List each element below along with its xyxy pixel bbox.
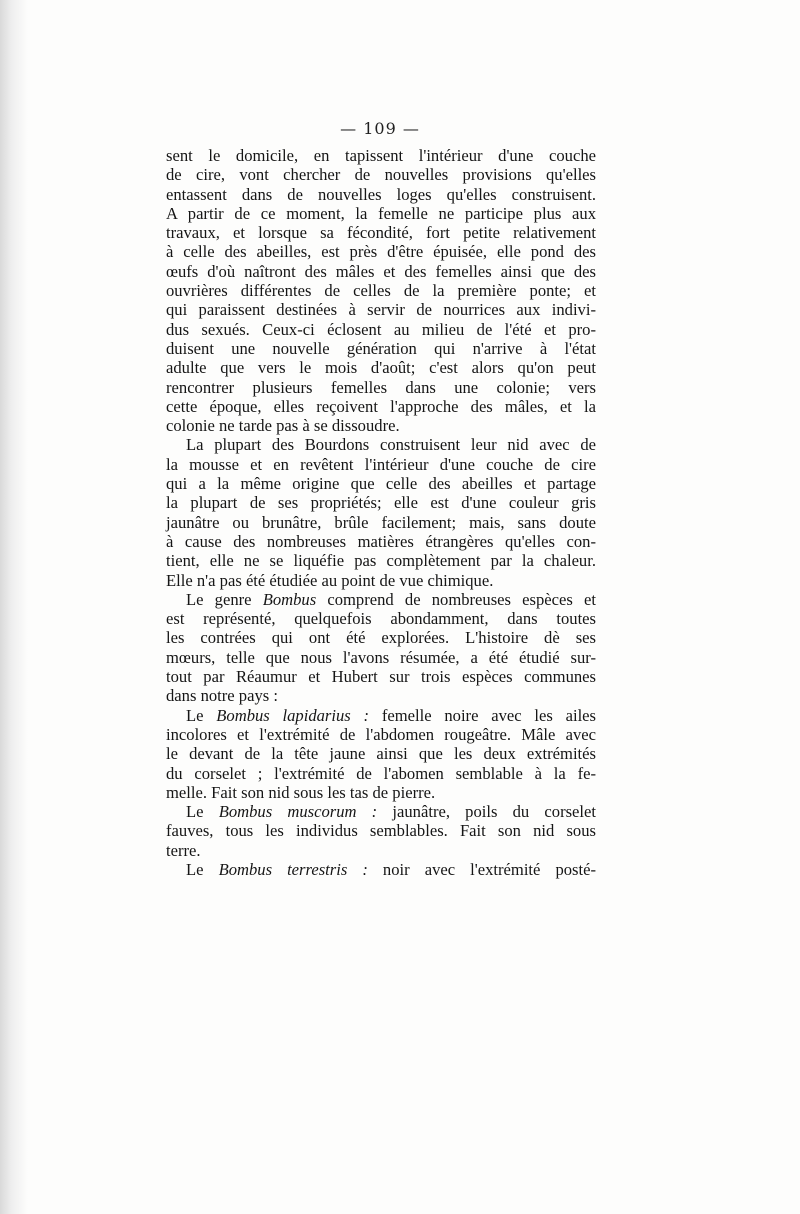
text-line: La plupart des Bourdons construisent leur nid avec de bbox=[186, 435, 596, 455]
text-line: sent le domicile, en tapissent l'intérieur d'une couche bbox=[166, 146, 596, 165]
text-line: de cire, vont chercher de nouvelles provisions qu'elles bbox=[166, 165, 596, 185]
text-line: jaunâtre ou brunâtre, brûle facilement; mais, sans doute bbox=[166, 512, 596, 532]
text-line: entassent dans de nouvelles loges qu'elles construisent. bbox=[166, 184, 596, 204]
text-segment: Le bbox=[186, 802, 219, 822]
text-segment: Le genre bbox=[186, 589, 263, 609]
text-line bbox=[166, 860, 596, 879]
text-line: terre. bbox=[166, 840, 201, 860]
paragraph-2 bbox=[166, 435, 596, 589]
text-line: A partir de ce moment, la femelle ne participe plus aux bbox=[166, 203, 596, 223]
text-line: colonie ne tarde pas à se dissoudre. bbox=[166, 416, 400, 436]
text-segment: noir avec l'extrémité posté- bbox=[367, 859, 597, 879]
text-line bbox=[166, 706, 596, 725]
text-line: melle. Fait son nid sous les tas de pierre. bbox=[166, 782, 436, 802]
text-line: incolores et l'extrémité de l'abdomen rougeâtre. Mâle avec bbox=[166, 724, 596, 744]
text-line: du corselet ; l'extrémité de l'abomen semblable à la fe- bbox=[166, 763, 596, 783]
text-line: qui paraissent destinées à servir de nourrices aux indivi- bbox=[166, 300, 596, 320]
genus-name: Bombus bbox=[262, 589, 317, 609]
text-line: Elle n'a pas été étudiée au point de vue chimique. bbox=[166, 570, 494, 590]
paragraph-3 bbox=[166, 590, 596, 706]
text-segment: jaunâtre, poils du corselet bbox=[377, 802, 597, 822]
text-line: à cause des nombreuses matières étrangères qu'elles con- bbox=[166, 531, 596, 551]
page-number-header: — 109 — bbox=[340, 119, 420, 138]
page-edge-shadow bbox=[0, 0, 28, 1214]
paragraph-1 bbox=[166, 146, 596, 435]
text-line: ouvrières différentes de celles de la première ponte; et bbox=[166, 281, 596, 301]
body-text bbox=[166, 146, 596, 879]
paragraph-6 bbox=[166, 860, 596, 879]
text-line: à celle des abeilles, est près d'être épuisée, elle pond des bbox=[166, 242, 596, 262]
text-line: fauves, tous les individus semblables. Fait son nid sous bbox=[166, 821, 596, 841]
text-line: la plupart de ses propriétés; elle est d'une couleur gris bbox=[166, 493, 596, 513]
text-line: cette époque, elles reçoivent l'approche des mâles, et la bbox=[166, 396, 596, 416]
text-line: tient, elle ne se liquéfie pas complètement par la chaleur. bbox=[166, 551, 596, 571]
text-line bbox=[166, 802, 596, 821]
species-name: Bombus lapidarius : bbox=[216, 705, 370, 725]
text-line bbox=[166, 590, 596, 609]
text-line: dus sexués. Ceux-ci éclosent au milieu de l'été et pro- bbox=[166, 319, 596, 339]
text-line: rencontrer plusieurs femelles dans une colonie; vers bbox=[166, 377, 596, 397]
paragraph-4 bbox=[166, 706, 596, 802]
text-segment: comprend de nombreuses espèces et bbox=[316, 589, 597, 609]
text-line: est représenté, quelquefois abondamment, dans toutes bbox=[166, 609, 596, 629]
text-segment: Le bbox=[186, 705, 217, 725]
text-segment: femelle noire avec les ailes bbox=[369, 705, 596, 725]
species-name: Bombus muscorum : bbox=[218, 802, 378, 822]
text-line: adulte que vers le mois d'août; c'est alors qu'on peut bbox=[166, 358, 596, 378]
text-line: dans notre pays : bbox=[166, 686, 278, 706]
text-line: les contrées qui ont été explorées. L'histoire dè ses bbox=[166, 628, 596, 648]
species-name: Bombus terrestris : bbox=[218, 859, 368, 879]
text-line: duisent une nouvelle génération qui n'arrive à l'état bbox=[166, 338, 596, 358]
text-line: la mousse et en revêtent l'intérieur d'une couche de cire bbox=[166, 454, 596, 474]
paragraph-5 bbox=[166, 802, 596, 860]
text-line: qui a la même origine que celle des abeilles et partage bbox=[166, 474, 596, 494]
text-line: œufs d'où naîtront des mâles et des femelles ainsi que des bbox=[166, 261, 596, 281]
text-line: travaux, et lorsque sa fécondité, fort petite relativement bbox=[166, 223, 596, 243]
text-segment: Le bbox=[186, 859, 219, 879]
text-line: le devant de la tête jaune ainsi que les deux extrémités bbox=[166, 744, 596, 764]
text-line: mœurs, telle que nous l'avons résumée, a été étudié sur- bbox=[166, 647, 596, 667]
text-line: tout par Réaumur et Hubert sur trois espèces communes bbox=[166, 667, 596, 687]
